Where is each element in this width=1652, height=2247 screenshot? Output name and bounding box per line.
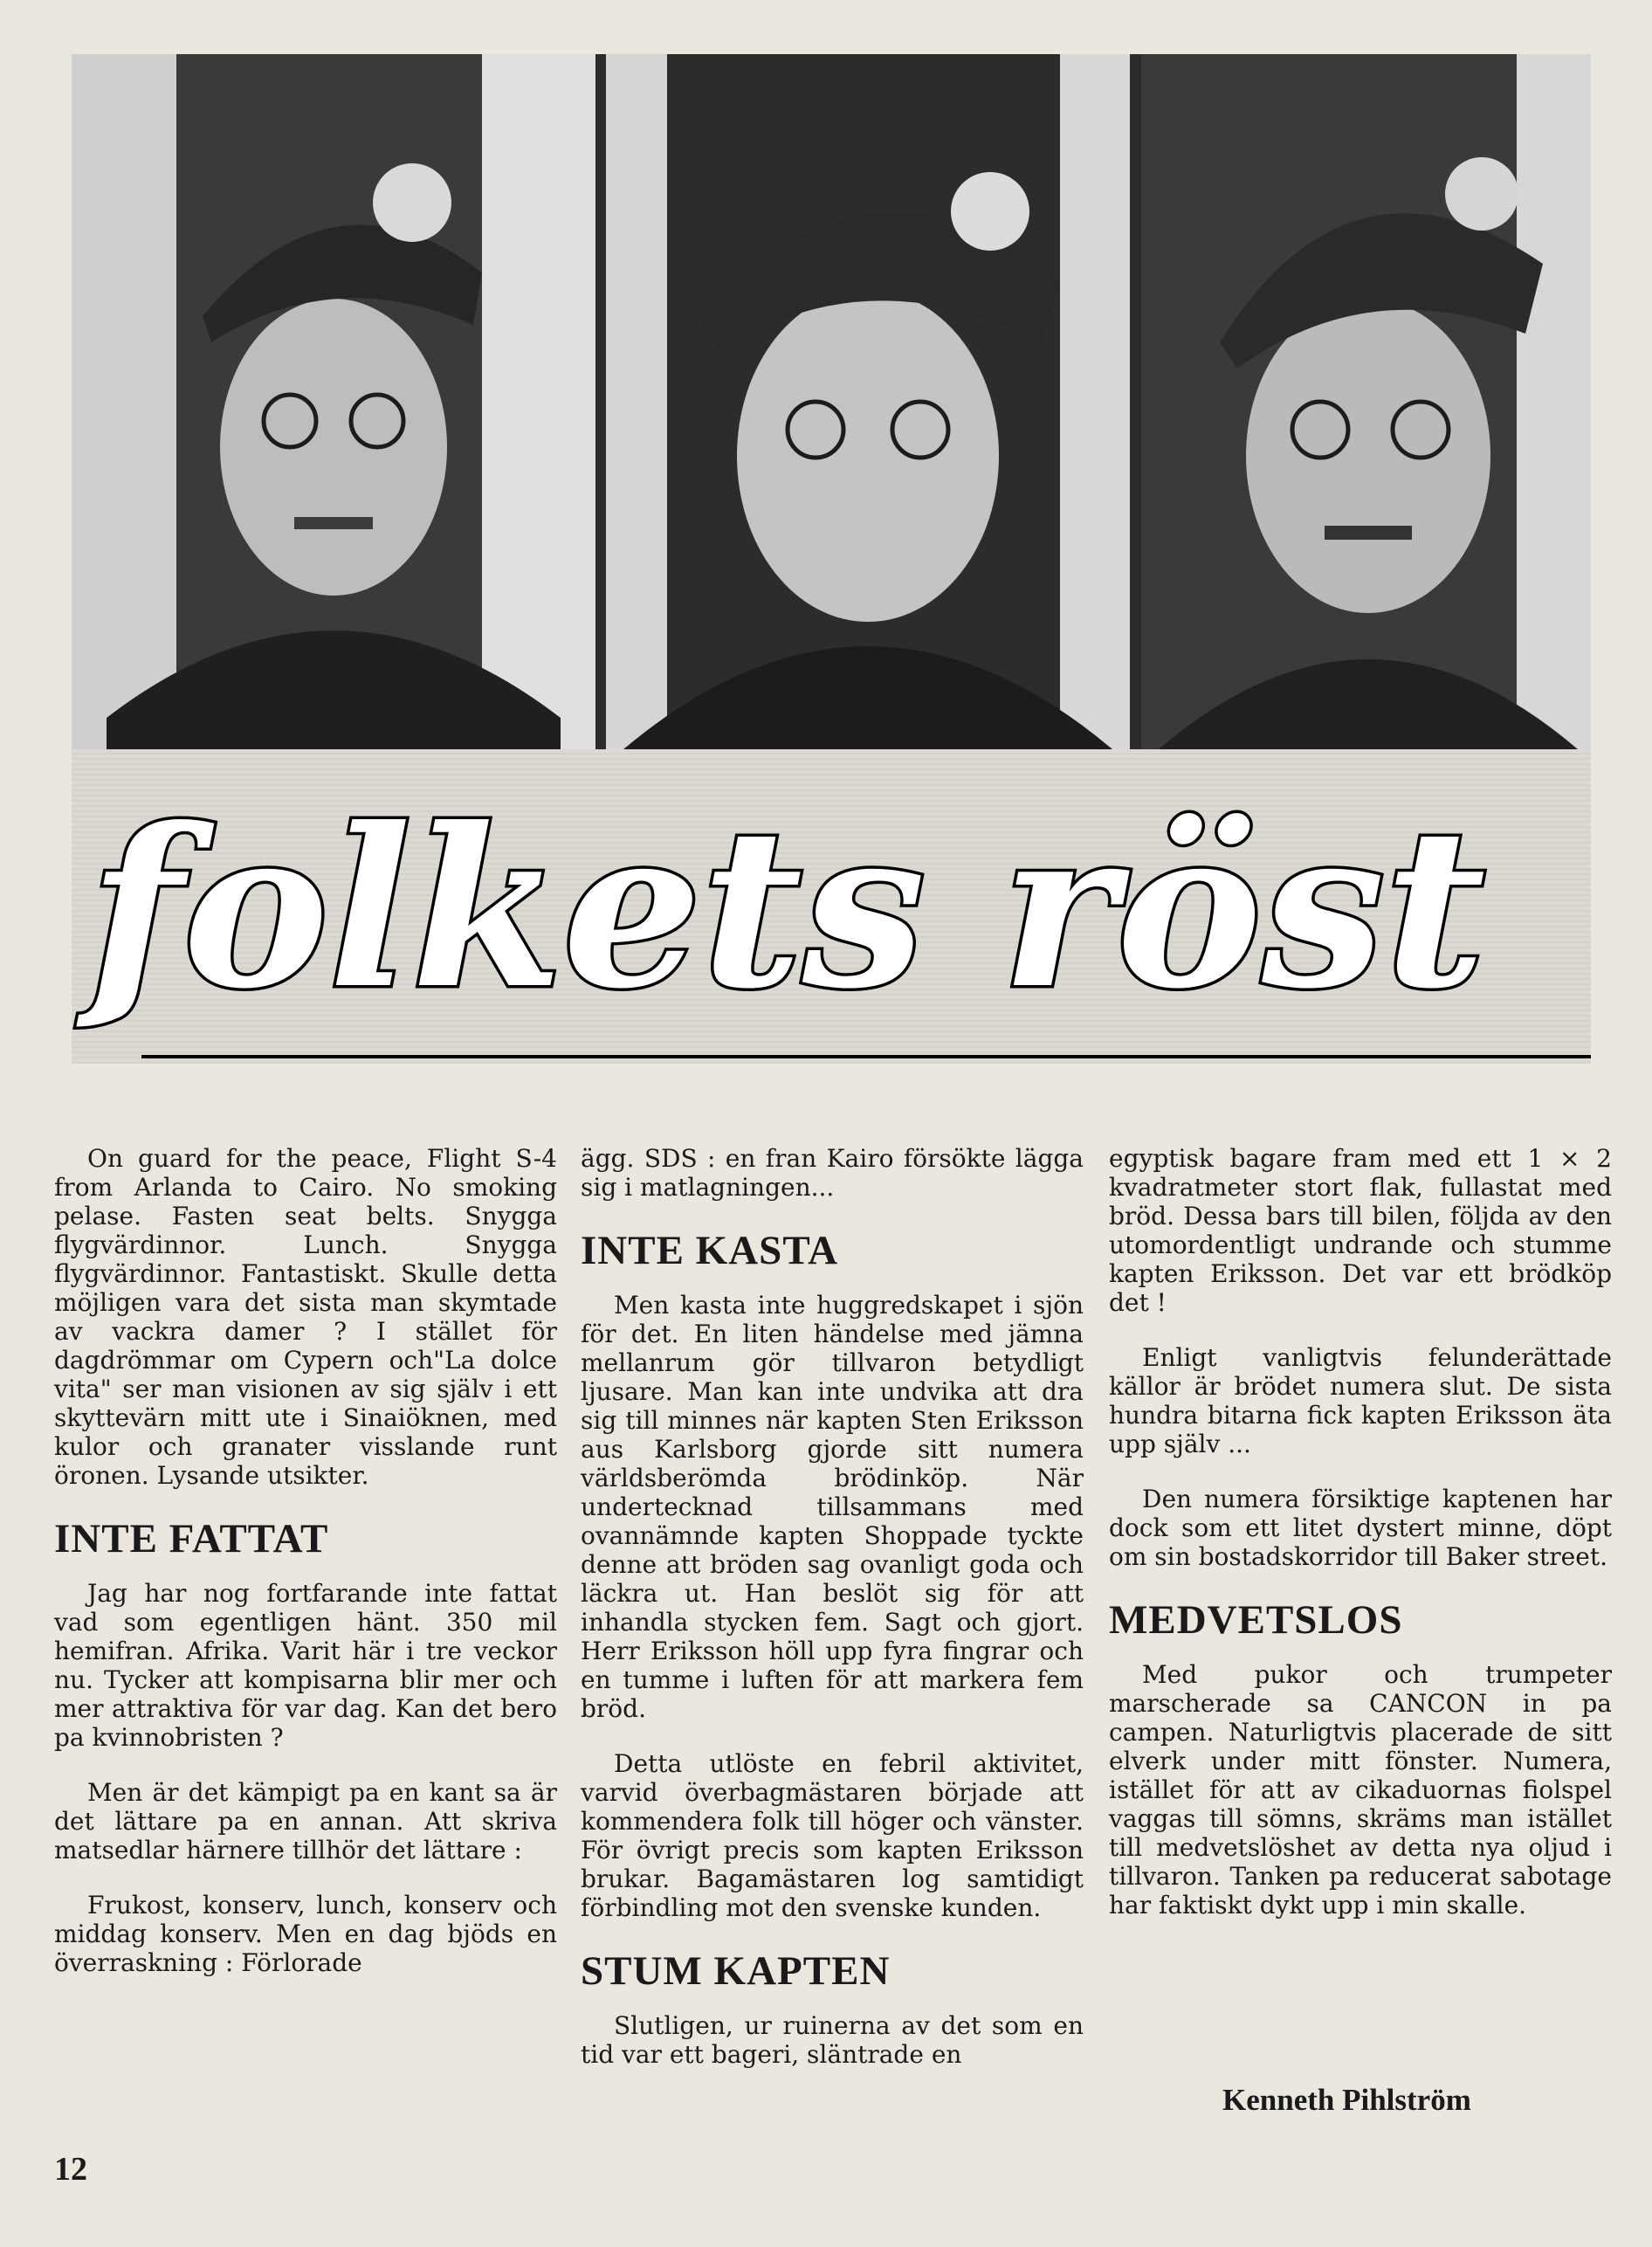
article-column-2 bbox=[581, 1144, 1084, 2095]
paragraph: Men kasta inte huggredskapet i sjön för det. En liten händelse med jämna mellanrum gör tillvaron betydligt ljusare. Man kan inte undvika att dra sig till minnes när kapten Sten Eriksson aus Karlsborg gjorde sitt numera världsberömda brödinköp. När undertecknad tillsammans med ovannämnde kapten Shoppade tyckte denne att bröden sag ovanligt goda och läckra ut. Han beslöt sig för att inhandla stycken fem. Sagt och gjort. Herr Eriksson höll upp fyra fingrar och en tumme i luften för att markera fem bröd. bbox=[581, 1291, 1084, 1723]
photo-strip bbox=[72, 54, 1591, 749]
page-title: folkets röst bbox=[89, 780, 1486, 1037]
portrait-photo-left bbox=[72, 54, 595, 749]
paragraph: Jag har nog fortfarande inte fattat vad som egentligen hänt. 350 mil hemifran. Afrika. Varit här i tre veckor nu. Tycker att kompisarna blir mer och mer attraktiva för var dag. Kan det bero pa kvinnobristen ? bbox=[54, 1579, 557, 1752]
paragraph: egyptisk bagare fram med ett 1 × 2 kvadratmeter stort flak, fullastat med bröd. Dessa bars till bilen, följda av den utomordentligt undrande och stumme kapten Eriksson. Det var ett brödköp det ! bbox=[1109, 1144, 1612, 1317]
paragraph: Den numera försiktige kaptenen har dock som ett litet dystert minne, döpt om sin bostadskorridor till Baker street. bbox=[1109, 1485, 1612, 1571]
paragraph: Detta utlöste en febril aktivitet, varvid överbagmästaren började att kommendera folk till höger och vänster. För övrigt precis som kapten Eriksson brukar. Bagamästaren log samtidigt förbindling mot den svenske kunden. bbox=[581, 1749, 1084, 1922]
title-graphic bbox=[72, 749, 1591, 1064]
portrait-photo-center bbox=[606, 54, 1130, 749]
page-number: 12 bbox=[54, 2151, 87, 2188]
article-column-1 bbox=[54, 1144, 557, 2003]
portrait-photo-right bbox=[1141, 54, 1591, 749]
portrait-photo-icon bbox=[1141, 54, 1591, 749]
article-column-3 bbox=[1109, 1144, 1612, 1946]
paragraph: Med pukor och trumpeter marscherade sa CANCON in pa campen. Naturligtvis placerade de sitt elverk under mitt fönster. Numera, istället för att av cikaduornas fiolspel vaggas till sömns, skräms man istället till medvetslöshet av detta nya oljud i tillvaron. Tanken pa reducerat sabotage har faktiskt dykt upp i min skalle. bbox=[1109, 1660, 1612, 1920]
paragraph: Men är det kämpigt pa en kant sa är det lättare pa en annan. Att skriva matsedlar härnere tillhör det lättare : bbox=[54, 1778, 557, 1864]
portrait-photo-icon bbox=[72, 54, 595, 749]
section-heading: INTE KASTA bbox=[581, 1228, 839, 1273]
portrait-photo-icon bbox=[606, 54, 1130, 749]
section-heading: STUM KAPTEN bbox=[581, 1948, 891, 1994]
author-signature: Kenneth Pihlström bbox=[1222, 2083, 1471, 2117]
paragraph: ägg. SDS : en fran Kairo försökte lägga sig i matlagningen... bbox=[581, 1144, 1084, 1202]
paragraph: Enligt vanligtvis felunderättade källor är brödet numera slut. De sista hundra bitarna fick kapten Eriksson äta upp själv ... bbox=[1109, 1343, 1612, 1458]
section-heading: INTE FATTAT bbox=[54, 1516, 329, 1561]
paragraph: On guard for the peace, Flight S-4 from Arlanda to Cairo. No smoking pelase. Fasten seat belts. Snygga flygvärdinnor. Lunch. Snygga flygvärdinnor. Fantastiskt. Skulle detta möjligen vara det sista man skymtade av vackra damer ? I stället för dagdrömmar om Cypern och"La dolce vita" ser man visionen av sig själv i ett skyttevärn mitt ute i Sinaiöknen, med kulor och granater visslande runt öronen. Lysande utsikter. bbox=[54, 1144, 557, 1490]
paragraph: Slutligen, ur ruinerna av det som en tid var ett bageri, släntrade en bbox=[581, 2011, 1084, 2069]
section-heading: MEDVETSLOS bbox=[1109, 1597, 1403, 1643]
paragraph: Frukost, konserv, lunch, konserv och middag konserv. Men en dag bjöds en överraskning : Förlorade bbox=[54, 1891, 557, 1977]
